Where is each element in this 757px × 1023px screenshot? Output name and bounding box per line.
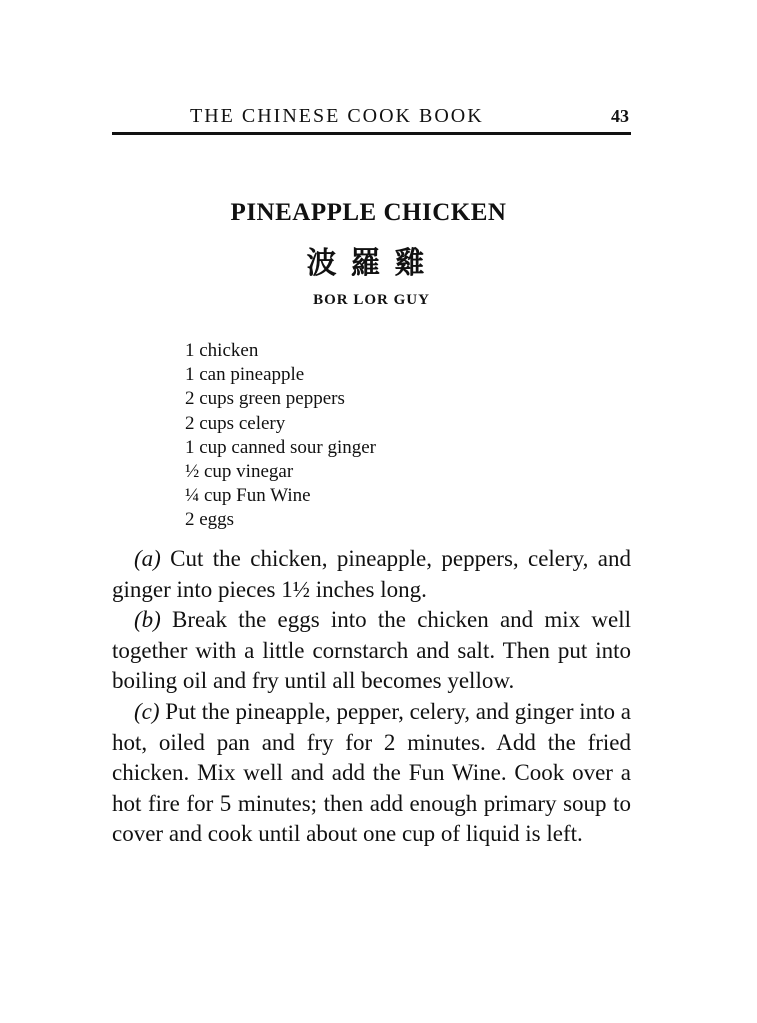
ingredient-item: 1 cup canned sour ginger (185, 436, 376, 458)
recipe-romanized-name: BOR LOR GUY (313, 292, 430, 308)
recipe-chinese-name: 波羅雞 (306, 246, 439, 281)
instruction-step-a (112, 544, 631, 605)
step-text: Break the eggs into the chicken and mix well together with a little cornstarch and salt. Then put into boiling oil and fry until all becomes yellow. (112, 607, 631, 694)
ingredient-item: 2 eggs (185, 509, 235, 531)
page-number: 43 (611, 106, 629, 126)
step-text: Put the pineapple, pepper, celery, and ginger into a hot, oiled pan and fry for 2 minutes. Add the fried chicken. Mix well and add the Fun Wine. Cook over a hot fire for 5 minutes; then add enough primary soup to cover and cook until about one cup of liquid is left. (112, 698, 632, 847)
ingredient-item: ½ cup vinegar (185, 461, 294, 483)
ingredient-item: ¼ cup Fun Wine (185, 485, 311, 507)
ingredient-item: 2 cups celery (185, 412, 286, 434)
running-head (112, 104, 631, 128)
instructions (112, 544, 631, 850)
ingredient-item: 1 chicken (185, 340, 259, 361)
ingredient-list (185, 339, 376, 533)
step-text: Cut the chicken, pineapple, peppers, celery, and ginger into pieces 1½ inches long. (112, 546, 631, 602)
step-label: (a) (134, 546, 161, 571)
step-label: (b) (134, 607, 161, 633)
ingredient-item: 2 cups green peppers (185, 388, 345, 410)
instruction-step-c (112, 697, 631, 850)
instruction-step-b (112, 605, 631, 697)
step-label: (c) (134, 698, 160, 724)
recipe-title: PINEAPPLE CHICKEN (230, 199, 507, 226)
running-head-title: THE CHINESE COOK BOOK (190, 105, 484, 127)
ingredient-item: 1 can pineapple (185, 364, 305, 386)
header-rule (112, 132, 631, 135)
